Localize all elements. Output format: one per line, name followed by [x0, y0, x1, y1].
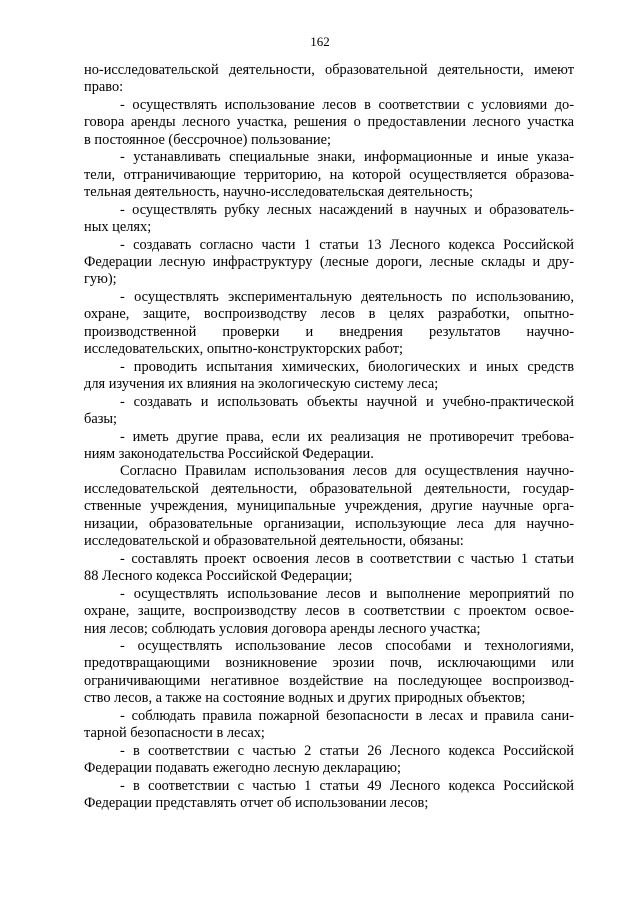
text-line: для изучения их влияния на экологическую систему леса;: [84, 376, 439, 393]
text-line: ниям законодательства Российской Федерации.: [84, 445, 374, 462]
text-line: - иметь другие права, если их реализация не противоречит требова-: [120, 428, 574, 445]
text-line: тарной безопасности в лесах;: [84, 725, 265, 742]
body-text: [84, 62, 574, 812]
text-line: - в соответствии с частью 1 статьи 49 Лесного кодекса Российской: [120, 777, 574, 794]
text-line: исследовательских, опытно-конструкторских работ;: [84, 341, 403, 358]
text-line: охране, защите, воспроизводству лесов в соответствии с проектом освое-: [84, 603, 574, 620]
text-line: Федерации представлять отчет об использовании лесов;: [84, 795, 429, 812]
text-line: охране, защите, воспроизводству лесов в целях разработки, опытно-: [84, 306, 574, 323]
text-line: - создавать и использовать объекты научной и учебно-практической: [120, 393, 574, 410]
text-line: - составлять проект освоения лесов в соответствии с частью 1 статьи: [120, 550, 574, 567]
text-line: - осуществлять рубку лесных насаждений в научных и образователь-: [120, 201, 574, 218]
text-line: - соблюдать правила пожарной безопасности в лесах и правила сани-: [120, 707, 574, 724]
text-line: гую);: [84, 271, 117, 288]
text-line: но-исследовательской деятельности, образовательной деятельности, имеют: [84, 62, 574, 78]
text-line: базы;: [84, 411, 118, 428]
text-line: ния лесов; соблюдать условия договора аренды лесного участка;: [84, 620, 481, 637]
text-line: - осуществлять экспериментальную деятельность по использованию,: [120, 288, 574, 305]
text-line: - в соответствии с частью 2 статьи 26 Лесного кодекса Российской: [120, 742, 574, 759]
text-line: - осуществлять использование лесов в соответствии с условиями до-: [120, 96, 574, 113]
text-line: в постоянное (бессрочное) пользование;: [84, 131, 332, 148]
text-line: - осуществлять использование лесов способами и технологиями,: [120, 637, 574, 654]
text-line: исследовательской и образовательной деятельности, обязаны:: [84, 533, 464, 550]
text-line: право:: [84, 79, 124, 96]
text-line: Федерации подавать ежегодно лесную декларацию;: [84, 760, 402, 777]
text-line: - проводить испытания химических, биологических и иных средств: [120, 358, 574, 375]
text-line: тельная деятельность, научно-исследовательская деятельность;: [84, 184, 474, 201]
text-line: говора аренды лесного участка, решения о предоставлении лесного участка: [84, 114, 574, 131]
text-line: - создавать согласно части 1 статьи 13 Лесного кодекса Российской: [120, 236, 574, 253]
text-line: ственные учреждения, муниципальные учреждения, другие научные орга-: [84, 498, 574, 515]
text-line: исследовательской деятельности, образовательной деятельности, государ-: [84, 480, 574, 497]
text-line: ограничивающими негативное воздействие на последующее воспроизвод-: [84, 672, 574, 689]
page-number: 162: [310, 34, 330, 49]
text-line: Федерации лесную инфраструктуру (лесные дороги, лесные склады и дру-: [84, 253, 574, 270]
text-line: - устанавливать специальные знаки, информационные и иные указа-: [120, 149, 574, 166]
text-line: ных целях;: [84, 219, 152, 236]
text-line: 88 Лесного кодекса Российской Федерации;: [84, 568, 353, 585]
text-line: низации, образовательные организации, использующие леса для научно-: [84, 515, 574, 532]
text-line: - осуществлять использование лесов и выполнение мероприятий по: [120, 585, 574, 602]
text-line: тели, отграничивающие территорию, на которой осуществляется образова-: [84, 166, 574, 183]
text-line: Согласно Правилам использования лесов для осуществления научно-: [120, 463, 574, 480]
text-line: предотвращающими возникновение эрозии почв, исключающими или: [84, 655, 574, 672]
text-line: производственной проверки и внедрения результатов научно-: [84, 323, 574, 340]
text-line: ство лесов, а также на состояние водных и других природных объектов;: [84, 690, 526, 707]
